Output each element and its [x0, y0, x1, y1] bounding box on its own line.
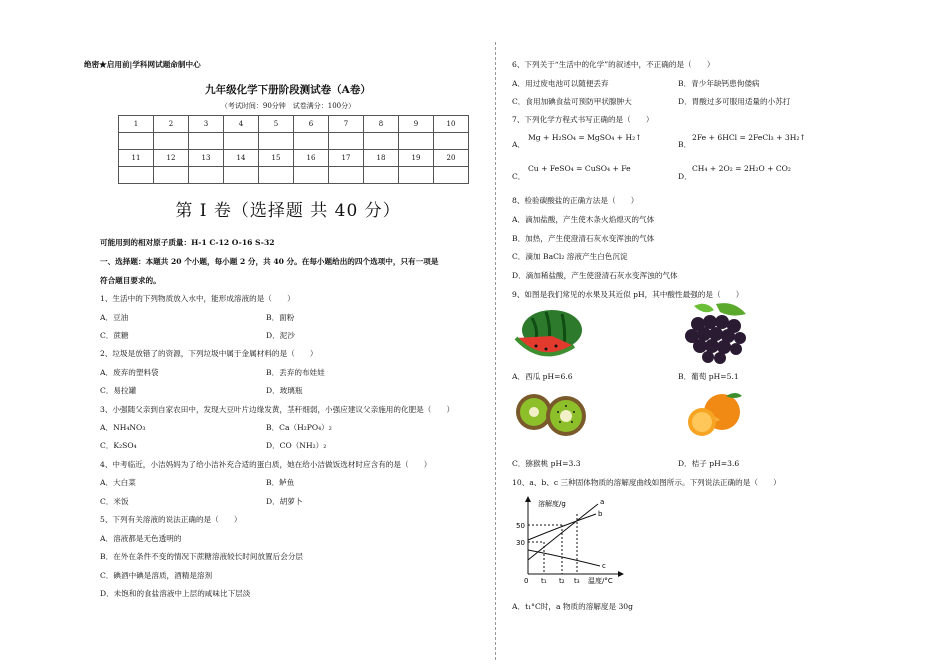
grid-cell: 13: [189, 150, 224, 167]
answer-cell[interactable]: [154, 167, 189, 184]
graph-t2: t₂: [559, 577, 565, 585]
x-axis-arrow-icon: [618, 571, 624, 577]
grapes-image: [676, 300, 760, 366]
q3-option-b[interactable]: B．Ca（H₂PO₄）₂: [266, 423, 332, 432]
answer-cell[interactable]: [119, 133, 154, 150]
q6-option-a[interactable]: A．用过废电池可以随便丢弃: [512, 79, 609, 88]
q7-option-c-label[interactable]: C．: [512, 172, 526, 181]
graph-label-a: a: [600, 498, 605, 506]
q7-option-c[interactable]: Cu + FeSO₄ = CuSO₄ + Fe: [528, 164, 631, 173]
q7-option-b[interactable]: 2Fe + 6HCl = 2FeCl₃ + 3H₂↑: [692, 133, 806, 142]
q5-option-b[interactable]: B．在外在条件不变的情况下蔗糖溶液较长时间放置后会分层: [100, 552, 304, 561]
answer-cell[interactable]: [154, 133, 189, 150]
q8-option-a[interactable]: A．滴加盐酸，产生使木条火焰熄灭的气体: [512, 215, 655, 224]
watermelon-image: [512, 306, 584, 362]
answer-cell[interactable]: [189, 133, 224, 150]
question-7-stem: 7、下列化学方程式书写正确的是（ ）: [512, 115, 654, 124]
part-title: 第 I 卷（选择题 共 40 分）: [175, 201, 401, 221]
grid-cell: 18: [364, 150, 399, 167]
q9-option-b[interactable]: B．葡萄 pH=5.1: [678, 372, 739, 381]
grid-cell: 7: [329, 116, 364, 133]
answer-cell[interactable]: [294, 133, 329, 150]
graph-origin: 0: [524, 577, 529, 585]
graph-tick-30: 30: [516, 539, 525, 547]
grid-cell: 19: [399, 150, 434, 167]
section-instructions: 一、选择题：本题共 20 个小题，每小题 2 分，共 40 分。在每小题给出的四个选项中，只有一项是: [100, 257, 439, 266]
q10-option-a[interactable]: A．t₁°C时，a 物质的溶解度是 30g: [512, 602, 634, 611]
answer-cell[interactable]: [119, 167, 154, 184]
q8-option-b[interactable]: B．加热，产生使澄清石灰水变浑浊的气体: [512, 234, 655, 243]
question-3-stem: 3、小强随父亲到自家农田中，发现大豆叶片边缘发黄，茎秆细弱，小强应建议父亲施用的化肥是（ ）: [100, 405, 455, 414]
q8-option-c[interactable]: C．滴加 BaCl₂ 溶液产生白色沉淀: [512, 252, 628, 261]
q1-option-c[interactable]: C．蔗糖: [100, 331, 129, 340]
question-5-stem: 5、下列有关溶液的说法正确的是（ ）: [100, 515, 242, 524]
q4-option-c[interactable]: C．米饭: [100, 497, 129, 506]
q5-option-d[interactable]: D．未饱和的食盐溶液中上层的咸味比下层淡: [100, 589, 251, 598]
grid-cell: 4: [224, 116, 259, 133]
answer-grid-number-row: [119, 116, 469, 133]
q6-option-d[interactable]: D．胃酸过多可服用适量的小苏打: [678, 97, 791, 106]
q1-option-d[interactable]: D．泥沙: [266, 331, 295, 340]
grid-cell: 15: [259, 150, 294, 167]
answer-grid-blank-row: [119, 167, 469, 184]
q5-option-a[interactable]: A．溶液都是无色透明的: [100, 534, 182, 543]
grid-cell: 8: [364, 116, 399, 133]
answer-cell[interactable]: [189, 167, 224, 184]
curve-c: [528, 550, 600, 566]
q4-option-a[interactable]: A．大白菜: [100, 478, 136, 487]
q6-option-b[interactable]: B．青少年缺钙患佝偻病: [678, 79, 760, 88]
grid-cell: 14: [224, 150, 259, 167]
q2-option-b[interactable]: B．丢弃的布娃娃: [266, 368, 325, 377]
answer-cell[interactable]: [434, 167, 469, 184]
question-1-stem: 1、生活中的下列物质放入水中，能形成溶液的是（ ）: [100, 294, 295, 303]
graph-label-b: b: [598, 510, 603, 518]
grid-cell: 17: [329, 150, 364, 167]
q2-option-c[interactable]: C．易拉罐: [100, 386, 137, 395]
q1-option-a[interactable]: A．豆油: [100, 313, 129, 322]
q4-option-d[interactable]: D．胡萝卜: [266, 497, 303, 506]
q7-option-b-label[interactable]: B．: [678, 140, 692, 149]
answer-cell[interactable]: [399, 133, 434, 150]
solubility-graph: [510, 494, 628, 588]
q4-option-b[interactable]: B．鲈鱼: [266, 478, 295, 487]
curve-b: [528, 514, 596, 540]
grid-cell: 16: [294, 150, 329, 167]
graph-t1: t₁: [541, 577, 547, 585]
answer-cell[interactable]: [294, 167, 329, 184]
q2-option-a[interactable]: A．废弃的塑料袋: [100, 368, 159, 377]
grid-cell: 6: [294, 116, 329, 133]
paper-subtitle: （考试时间：90分钟 试卷满分：100分）: [220, 102, 356, 110]
grid-cell: 11: [119, 150, 154, 167]
grid-cell: 12: [154, 150, 189, 167]
answer-grid-number-row: [119, 150, 469, 167]
y-axis-arrow-icon: [525, 496, 531, 502]
question-2-stem: 2、垃圾是放错了的资源，下列垃圾中属于金属材料的是（ ）: [100, 349, 318, 358]
graph-t3: t₃: [574, 577, 580, 585]
answer-cell[interactable]: [329, 167, 364, 184]
answer-cell[interactable]: [224, 133, 259, 150]
atomic-masses: 可能用到的相对原子质量：H-1 C-12 O-16 S-32: [100, 238, 275, 247]
orange-image: [682, 390, 748, 440]
answer-grid: [118, 115, 469, 184]
q9-option-a[interactable]: A．西瓜 pH=6.6: [512, 372, 573, 381]
answer-cell[interactable]: [364, 167, 399, 184]
answer-cell[interactable]: [329, 133, 364, 150]
q8-option-d[interactable]: D．滴加稀盐酸，产生使澄清石灰水变浑浊的气体: [512, 271, 678, 280]
q7-option-a-label[interactable]: A．: [512, 140, 526, 149]
grid-cell: 1: [119, 116, 154, 133]
graph-label-c: c: [602, 562, 606, 570]
answer-grid-blank-row: [119, 133, 469, 150]
q9-option-c[interactable]: C．猕猴桃 pH=3.3: [512, 459, 581, 468]
paper-title: 九年级化学下册阶段测试卷（A卷）: [205, 84, 371, 96]
q5-option-c[interactable]: C．碘酒中碘是溶质，酒精是溶剂: [100, 571, 213, 580]
q2-option-d[interactable]: D．玻璃瓶: [266, 386, 303, 395]
answer-cell[interactable]: [434, 133, 469, 150]
grid-cell: 5: [259, 116, 294, 133]
graph-xlabel: 温度/°C: [588, 577, 613, 585]
q6-option-c[interactable]: C．食用加碘食盐可预防甲状腺肿大: [512, 97, 632, 106]
grid-cell: 2: [154, 116, 189, 133]
graph-ylabel: 溶解度/g: [538, 500, 566, 508]
q7-option-d-label[interactable]: D．: [678, 172, 692, 181]
secret-label: 绝密★启用前|学科网试题命制中心: [84, 60, 201, 69]
answer-cell[interactable]: [399, 167, 434, 184]
answer-cell[interactable]: [259, 167, 294, 184]
q3-option-a[interactable]: A．NH₄NO₃: [100, 423, 146, 432]
grid-cell: 20: [434, 150, 469, 167]
q1-option-b[interactable]: B．面粉: [266, 313, 295, 322]
q7-option-a[interactable]: Mg + H₂SO₄ = MgSO₄ + H₂↑: [528, 133, 642, 142]
q3-option-d[interactable]: D．CO（NH₂）₂: [266, 441, 327, 450]
kiwi-image: [512, 390, 588, 442]
answer-cell[interactable]: [224, 167, 259, 184]
q3-option-c[interactable]: C．K₂SO₄: [100, 441, 137, 450]
question-9-stem: 9、如图是我们常见的水果及其近似 pH，其中酸性最强的是（ ）: [512, 290, 744, 299]
question-10-stem: 10、a、b、c 三种固体物质的溶解度曲线如图所示。下列说法正确的是（ ）: [512, 478, 781, 487]
question-6-stem: 6、下列关于“生活中的化学”的叙述中，不正确的是（ ）: [512, 60, 715, 69]
grid-cell: 3: [189, 116, 224, 133]
question-8-stem: 8、检验碳酸盐的正确方法是（ ）: [512, 196, 639, 205]
graph-tick-50: 50: [516, 522, 525, 530]
grid-cell: 10: [434, 116, 469, 133]
section-instructions-cont: 符合题目要求的。: [100, 276, 161, 285]
column-divider: [495, 42, 496, 660]
q7-option-d[interactable]: CH₄ + 2O₂ = 2H₂O + CO₂: [692, 164, 791, 173]
grid-cell: 9: [399, 116, 434, 133]
answer-cell[interactable]: [364, 133, 399, 150]
q9-option-d[interactable]: D．桔子 pH=3.6: [678, 459, 740, 468]
question-4-stem: 4、中考临近，小洁妈妈为了给小洁补充合适的蛋白质，她在给小洁做饭选材时应含有的是（ ）: [100, 460, 432, 469]
answer-cell[interactable]: [259, 133, 294, 150]
